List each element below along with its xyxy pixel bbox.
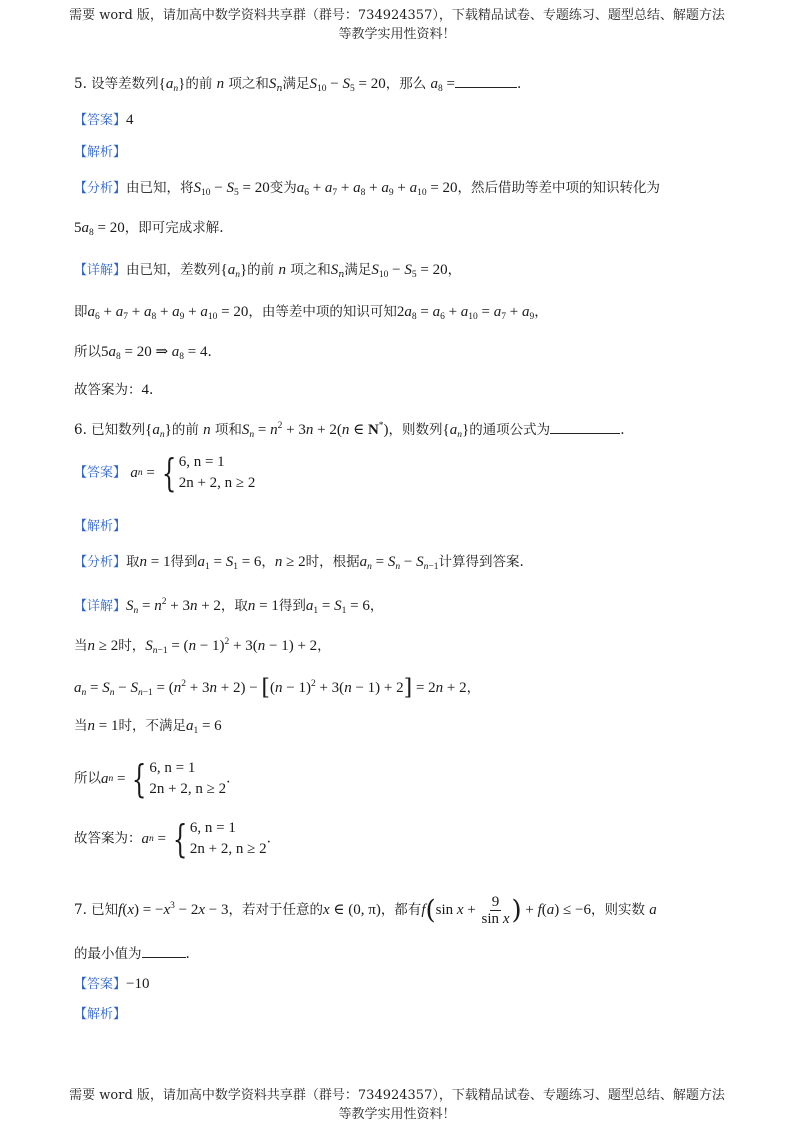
q6-answer: 【答案】 a n = { 6, n = 1 2n + 2, n ≥ 2 (74, 451, 256, 495)
q7-stem: 7. 已知$f(x) = -x^3 - 2x - 3$，若对于任意的x ∈ (0, π)，都有f(sin x + $\frac{9}{\text{sin x}}$ ) + f(a) ≤ −6，则实数 a (74, 894, 657, 928)
piecewise-formula: a n = { 6, n = 1 2n + 2, n ≥ 2 (141, 817, 267, 861)
piecewise-formula: a n = { 6, n = 1 2n + 2, n ≥ 2 (130, 451, 256, 495)
q6-detail-line-2: 当n ≥ 2时，$S_{n-1} = (n - 1)^2 + 3(n - 1) + 2$， (74, 637, 331, 656)
q5-detail-line-2: 即$a_6 + a_7 + a_8 + a_9 + a_{10} = 20$，由等差中项的知识可知$2a_8 = a_6 + a_{10} = a_7 + a_9$， (74, 304, 548, 322)
q7-answer: 【答案】−10 (74, 976, 150, 992)
q5-fenxi: 【分析】由已知，将$S_{10} - S_5 = 20$变为$a_6 + a_7 + a_8 + a_9 + a_{10} = 20$，然后借助等差中项的知识转化为 (74, 180, 661, 198)
piecewise-formula: a n = { 6, n = 1 2n + 2, n ≥ 2 (101, 757, 227, 801)
answer-blank (142, 945, 186, 958)
q6-detail-line-3: $a_n = S_n - S_{n-1} = (n^2 + 3n + 2) - [(n - 1)^2 + 3(n - 1) + 2] = 2n + 2$， (74, 675, 481, 701)
header-line-1: 需要 word 版，请加高中数学资料共享群（群号：734924357），下载精品试卷、专题练习、题型总结、解题方法 (69, 8, 725, 23)
page-footer (0, 1086, 794, 1124)
answer-tag: 【答案】 (74, 113, 127, 128)
q5-answer (74, 110, 754, 131)
q6-analysis-tag: 【解析】 (74, 519, 127, 534)
footer-line-2: 等教学实用性资料！ (338, 1107, 456, 1122)
answer-blank (455, 75, 517, 88)
q6-stem: 6. 已知数列$\{a_n\}$的前 n 项和$S_n = n^2 + 3n + 2(n$ ∈ N*)，则数列$\{a_n\}$的通项公式为 . (74, 421, 625, 440)
q5-fenxi-cont: $5a_8 = 20$，即可完成求解. (74, 220, 224, 238)
header-line-2: 等教学实用性资料！ (338, 27, 456, 42)
math: $\{a_n\}$ (158, 76, 186, 94)
q7-answer-value: −10 (126, 976, 150, 992)
q6-conclusion: 故答案为： a n = { 6, n = 1 2n + 2, n ≥ 2 . (74, 817, 271, 861)
q5-detail-line-3: 所以$5a_8 = 20$ ⇒ $a_8 = 4$. (74, 344, 212, 362)
fraction: $\frac{9}{\text{sin x}}$ (481, 894, 510, 928)
q5-conclusion: 故答案为：4. (74, 382, 154, 398)
q6-detail-line-4: 当n = 1时，不满足$a_1 = 6$ (74, 718, 222, 736)
q6-detail-line-5: 所以 a n = { 6, n = 1 2n + 2, n ≥ 2 . (74, 757, 231, 801)
answer-blank (550, 421, 620, 434)
q5-stem: 5. 设等差数列$\{a_n\}$的前 n 项之和$S_n$满足$S_{10} - S_5 = 20$，那么 $a_8$ = . (74, 76, 522, 94)
q7-stem-line-2: 的最小值为 . (74, 946, 190, 962)
page-header (0, 6, 794, 44)
q5-analysis-tag: 【解析】 (74, 145, 127, 160)
q5-detail: 【详解】由已知，差数列$\{a_n\}$的前 n 项之和$S_n$满足$S_{10} - S_5 = 20$， (74, 262, 462, 280)
q6-fenxi: 【分析】取n = 1得到$a_1 = S_1 = 6$，n ≥ 2时，根据$a_n = S_n - S_{n-1}$计算得到答案. (74, 554, 524, 572)
q7-analysis-tag: 【解析】 (74, 1007, 127, 1022)
q5-answer-value: 4 (126, 112, 134, 128)
q6-detail: 【详解】$S_n = n^2 + 3n + 2$，取n = 1得到$a_1 = S_1 = 6$， (74, 597, 384, 616)
footer-line-1: 需要 word 版，请加高中数学资料共享群（群号：734924357），下载精品试卷、专题练习、题型总结、解题方法 (69, 1088, 725, 1103)
